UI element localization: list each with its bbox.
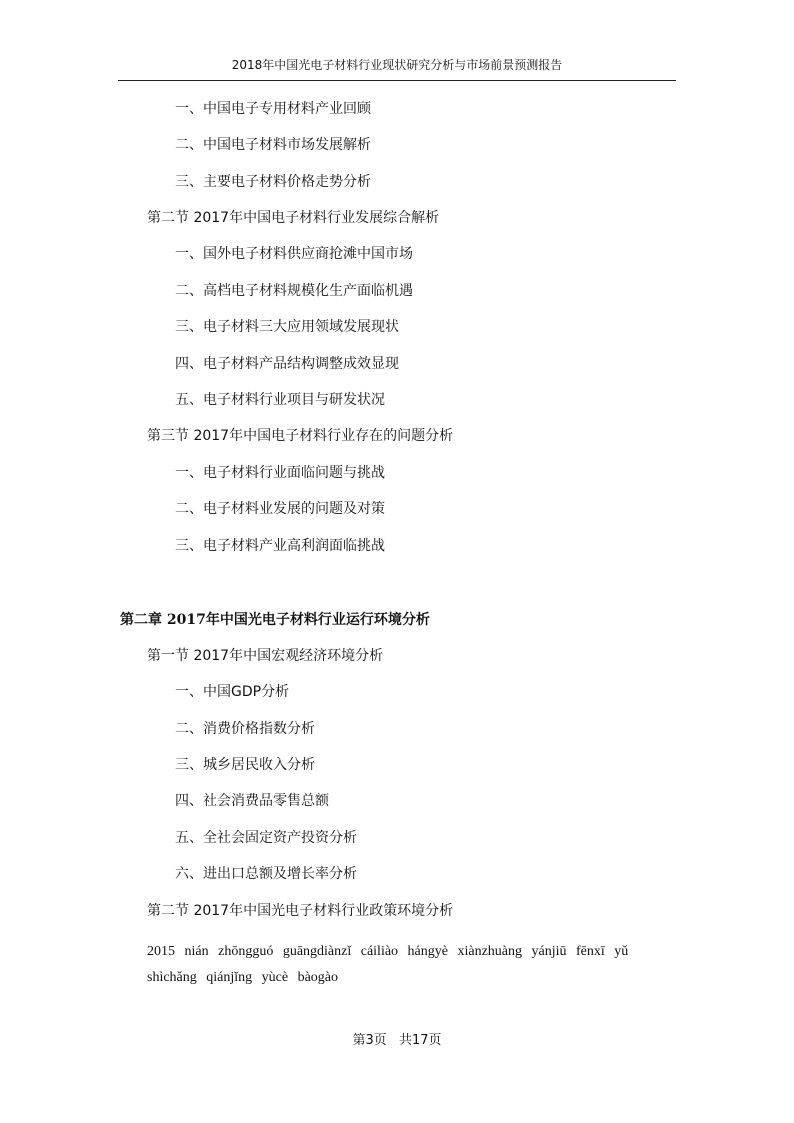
toc-entry: 二、消费价格指数分析 — [175, 721, 315, 737]
toc-entry: 五、电子材料行业项目与研发状况 — [175, 392, 385, 408]
chapter-title: 第二章 2017年中国光电子材料行业运行环境分析 — [120, 612, 430, 628]
toc-entry: 六、进出口总额及增长率分析 — [175, 866, 357, 882]
page-header: 2018年中国光电子材料行业现状研究分析与市场前景预测报告 — [231, 58, 563, 72]
toc-entry: 三、城乡居民收入分析 — [175, 757, 315, 773]
page-total: 共17页 — [398, 1033, 442, 1048]
toc-section-title: 第一节 2017年中国宏观经济环境分析 — [147, 648, 384, 664]
toc-section-title: 第三节 2017年中国电子材料行业存在的问题分析 — [147, 428, 454, 444]
header-rule — [118, 80, 676, 81]
toc-entry: 四、电子材料产品结构调整成效显现 — [175, 356, 399, 372]
toc-entry: 五、全社会固定资产投资分析 — [175, 830, 357, 846]
pinyin-paragraph: 2015 nián zhōngguó guāngdiànzǐ cáiliào hángyè xiànzhuàng yánjiū fēnxī yǔ shìchǎng qiánjǐng yùcè bàogào — [147, 944, 629, 985]
toc-entry: 三、主要电子材料价格走势分析 — [175, 174, 371, 190]
toc-entry: 二、中国电子材料市场发展解析 — [175, 137, 371, 153]
toc-entry: 二、高档电子材料规模化生产面临机遇 — [175, 283, 413, 299]
page-number: 第3页 — [352, 1033, 387, 1048]
toc-entry: 一、中国电子专用材料产业回顾 — [175, 101, 371, 117]
page-footer — [0, 1033, 794, 1049]
toc-entry: 三、电子材料三大应用领域发展现状 — [175, 319, 399, 335]
toc-entry: 四、社会消费品零售总额 — [175, 793, 329, 809]
toc-entry: 一、中国GDP分析 — [175, 684, 290, 700]
toc-entry: 一、电子材料行业面临问题与挑战 — [175, 465, 385, 481]
toc-section-title: 第二节 2017年中国电子材料行业发展综合解析 — [147, 210, 440, 226]
toc-entry: 二、电子材料业发展的问题及对策 — [175, 501, 385, 517]
toc-section-title: 第二节 2017年中国光电子材料行业政策环境分析 — [147, 903, 454, 919]
toc-entry: 一、国外电子材料供应商抢滩中国市场 — [175, 246, 413, 262]
toc-entry: 三、电子材料产业高利润面临挑战 — [175, 538, 385, 554]
